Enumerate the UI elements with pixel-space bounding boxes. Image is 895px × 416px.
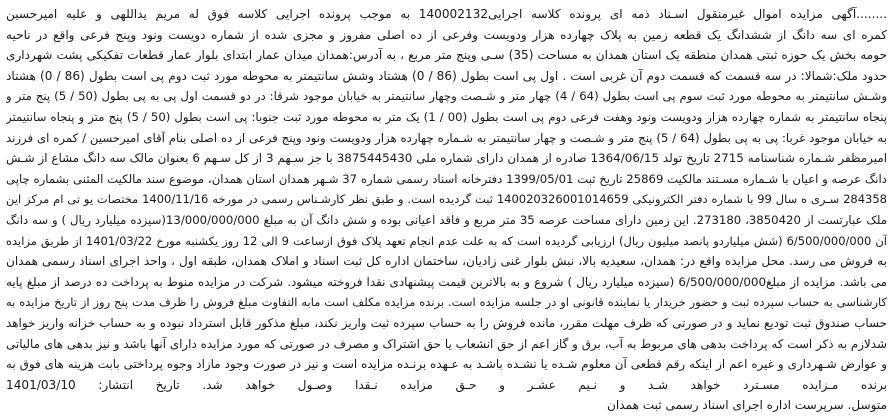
notice-line-12: آن 6/500/000/000 (شش میلیاردو پانصد میلیون ریال) ارزیابی گردیده است که به علت عدم انجام تعهد پلاک فوق ازساعت 9 الی 12 روز یکشنبه مورخ 1401/03/22 از طریق مزایده: [6, 233, 887, 248]
notice-line-10: 284358 سـری ه سال 99 با شماره دفتر الکترونیکی 140020326001014659 ثبت گردیده است. و طبق نظر کارشـناس رسمی در مورخه 1400/11/16 مختصات یو تی ام مرکز این: [6, 192, 887, 207]
notice-line-7: به خیابان موجود غربا: پی به پی بطول (64 / 5) پنج متر و شـصت و چهار سانتیمتر به شـماره چهارده هزار ودویست ونود وپنج فرعی از ده اصلی بنام آقای امیرحسین / کمره ای فرزند: [6, 130, 887, 145]
notice-line-6: پنجاه سانتیمتر به شماره چهارده هزار ودویست ونود وهفت فرعی دوم پی است بطول (00 / 1) یک متر به محوطه مورد ثبت جنوبا: پی است بطول (50 / 5) پنج متر و پنجاه سانتیمتر: [6, 109, 887, 124]
notice-line-3: حومه بخش یک حوزه ثبتی همدان منطقه یک استان همدان به مساحت (35) سـی وپنج متر مربع ، به آدرس:همدان میدان عمار ابتدای بلوار عمار قطعات تفکیکی پشت شهرداری: [6, 48, 887, 63]
notice-line-2: کمره ای سه دانگ از ششدانگ یک قطعه زمین به پلاک چهارده هزار ودویست وفرعی از ده اصلی مفروز و مجزی شده از شماره دویست ونود وپنج فرعی واقع در ناحیه: [6, 27, 887, 42]
notice-line-17: شدلازم به ذکر است که پرداخت بدهی های مربوط به آب، برق و گاز اعم از حق انشعاب یا حق اشتراک و مصرف در صورتی که مورد مزایده دارای آنها باشد و نیز بدهی های مالیاتی: [6, 336, 887, 351]
auction-notice: [6, 4, 887, 413]
notice-signature: متوسل. سرپرست اداره اجرای اسناد رسمی ثبت همدان: [607, 398, 887, 413]
notice-line-8: امیرمظفر شـماره شناسنامه 2715 تاریخ تولد 1364/06/15 صادره از همدان دارای شماره ملی 3875445430 با جز سـهم 3 از کل سـهم 6 بعنوان مالک سه دانگ مشاع از شـش: [6, 151, 887, 166]
notice-line-11: ملک عبارتست از 3850420، 273180. این زمین دارای مساحت عرصه 35 متر مربع و فاقد اعیانی بوده و شش دانگ آن به مبلغ 13/000/000/000(سیزده میلیارد ریال ) و سه دانگ: [6, 212, 887, 227]
notice-line-14: می باشد. مزایده از مبلغ6/500/000/000 (سیزده میلیارد ریال ) شروع و به بالاترین قیمت پیشنهادی نقدا فروخته میشود. شرکت در مزایده منوط به پرداخت ده درصد از مبلغ پایه: [6, 274, 887, 289]
notice-line-5: وشـش سانتیمتر به محوطه مورد ثبت سوم پی است بطول (64 / 4) چهار متر و شـصت وچهار سانتیمتر به خیابان موجود شرقا: در دو قسمت اول پی به پی بطول (50 / 5) پنج متر و: [6, 89, 887, 104]
notice-line-18: و عوارض شـهرداری و غیره اعم از اینکه رقم قطعی آن معلوم شـده یا نشـده باشـد به عـهده برنـده مزایده است و نیز در صورت وجود مازاد وجوه پرداختی بابت هزینه های فوق به: [6, 357, 887, 372]
notice-line-15: کارشناسی به حساب سپرده ثبت و حضور خریدار یا نماینده قانونی او در جلسه مزایده است. برنده مزایده مکلف است مابه التفاوت مبلغ فروش را ظرف مدت پنج روز از تاریخ مزایده به: [6, 295, 887, 310]
notice-line-4: حدود ملک:شمالا: در سه قسمت که قسمت دوم آن غربی است . اول پی است بطول (86 / 0) هشتاد وشش سانتیمتر به محوطه مورد ثبت دوم پی است بطول (86 / 0) هشتاد: [6, 68, 887, 83]
notice-line-13: به فروش می رسد. محل مزایده واقع در: همدان، سعیدیه بالا، نبش بلوار غنی زادیان، ساختمان اداره کل ثبت اسناد و املاک همدان، طبقه اول ، واحد اجرای اسناد رسمی همدان: [6, 254, 887, 269]
notice-line-19: برنده مـزایده مسـترد خواهد شـد و نـیم عشـر و حـق مزایده نـقدا وصـول خواهد شد. تاریخ انتشار: 1401/03/10: [6, 377, 887, 392]
notice-line-16: حساب صندوق ثبت تودیع نماید و در صورتی که ظرف مهلت مقرر، مانده فروش را به حساب سپرده ثبت واریز نکند، مبلغ مذکور قابل استرداد نبوده و به حساب خزانه واریز خواهد: [6, 315, 887, 330]
notice-line-1: ........آگهی مزایده اموال غیرمنقول اسـناد ذمه ای پرونده کلاسه اجرایی140002132 به موجب پرونده اجرایی کلاسه فوق له مریم یداللهی و علیه امیرحسین: [6, 7, 887, 21]
notice-line-9: دانگ عرصه و اعیان با شـماره مسـتند مالکیت 25869 تاریخ ثبت 1399/05/01 دفترخانه اسناد رسمی شماره 37 شـهر همدان استان همدان، موضوع سند مالکیت المثنی بشماره چاپی: [6, 171, 887, 186]
